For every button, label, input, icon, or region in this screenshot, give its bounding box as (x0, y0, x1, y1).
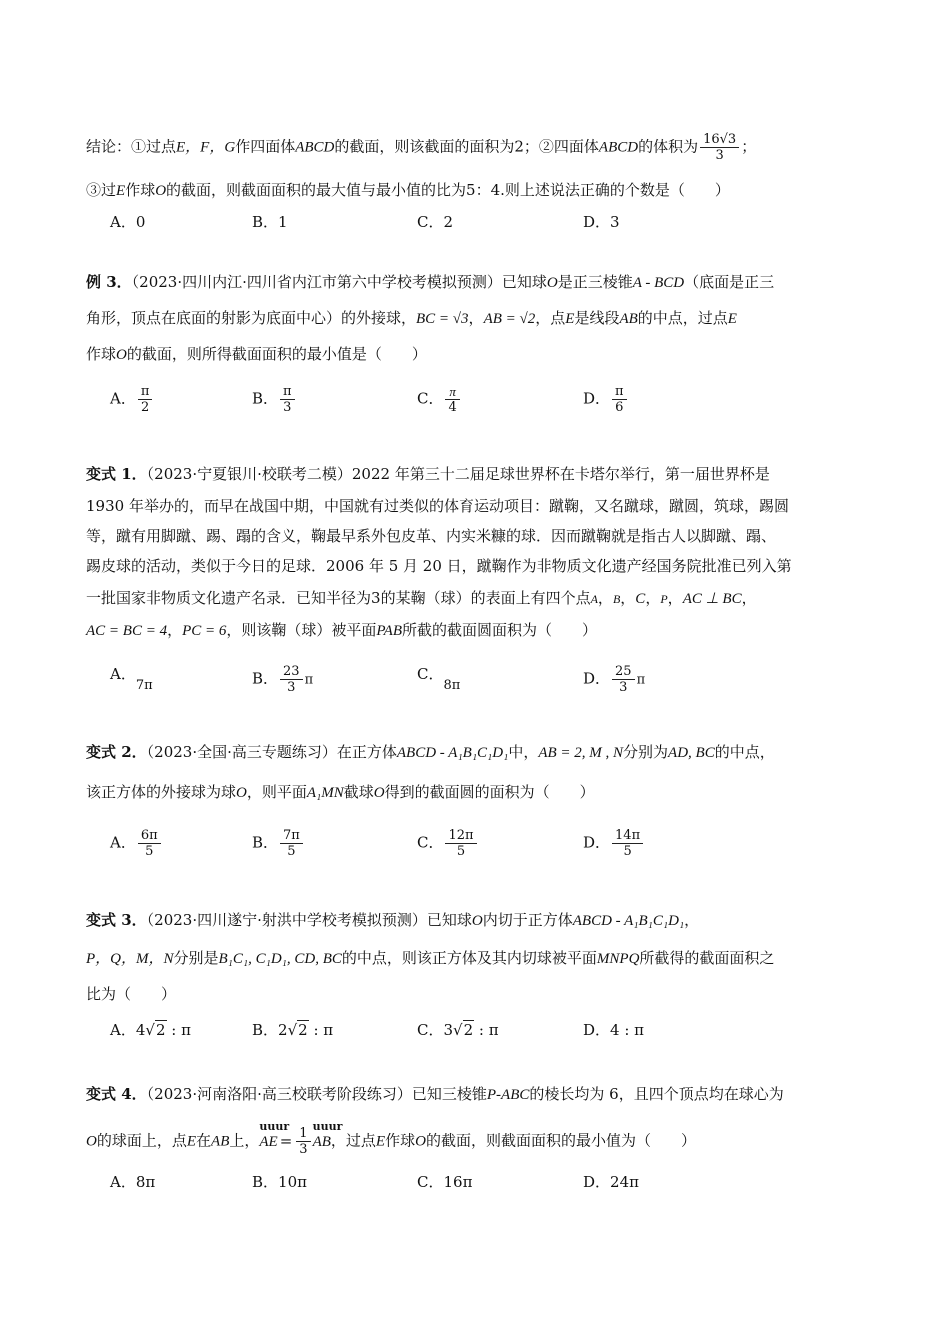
text: 的中点，则该正方体及其内切球被平面 (341, 949, 597, 967)
v3-line-1 (86, 910, 699, 931)
option-label: A． (110, 389, 136, 408)
option-d (583, 664, 645, 695)
math: A - BCD (632, 275, 685, 291)
text: 分别是 (173, 949, 219, 967)
v1-line-2: 1930 年举办的，而早在战国中期，中国就有过类似的体育运动项目：蹴鞠，又名蹴球，蹴圆，筑球，踢圆 (86, 497, 789, 515)
denominator: 6 (615, 400, 624, 415)
v3-line-2 (86, 948, 774, 969)
text: 是线段 (574, 309, 620, 327)
v1-line-5 (86, 588, 757, 609)
math: ABCD - A₁B₁C₁D₁ (572, 913, 685, 929)
v4-line-2 (86, 1119, 696, 1157)
text: 截球 (343, 783, 374, 801)
text: ③过 (86, 181, 117, 199)
text: 该正方体的外接球为球 (86, 783, 237, 801)
math: O (155, 183, 167, 199)
option-label: B． (252, 669, 279, 688)
denominator: 2 (140, 400, 150, 415)
text: ， (684, 911, 700, 929)
denominator: 3 (619, 680, 628, 695)
option-c: C．3√2 : π (417, 1021, 499, 1039)
text: 的某鞠（球）的表面上有四个点 (380, 589, 591, 607)
option-label: A． (110, 1021, 136, 1039)
radicand: 2 (463, 1021, 474, 1039)
option-label: D． (583, 1021, 611, 1039)
option-a: A．0 (110, 213, 146, 231)
text: 的截面，则所得截面面积的最小值是（ ） (126, 345, 427, 363)
question-label: 变式 4． (86, 1085, 147, 1103)
math: PC = 6 (182, 623, 227, 639)
question-label: 变式 2． (86, 743, 147, 761)
math: E (727, 311, 737, 327)
option-b (252, 384, 297, 415)
math: A₁MN (306, 785, 344, 801)
math: PAB (376, 623, 402, 639)
option-label: D． (583, 389, 611, 408)
option-label: C． (417, 389, 444, 408)
fraction (445, 828, 476, 859)
math: AB = 2, M , N (538, 745, 624, 761)
intro-line-1 (86, 132, 756, 163)
text: ，则平面 (246, 783, 307, 801)
text: （2023·全国·高三专题练习）在正方体 (146, 743, 397, 761)
fraction (280, 384, 295, 415)
vector-arrow-mark: uuur (259, 1119, 290, 1133)
option-d (583, 1020, 644, 1040)
text: 的截面，则截面面积的最小值为（ ） (425, 1131, 696, 1150)
numerator: π (612, 384, 627, 400)
denominator: 3 (283, 400, 292, 415)
text: ， (620, 589, 636, 607)
math: ABCD (598, 139, 639, 156)
numerator: 12π (445, 828, 476, 844)
text: （2023·河南洛阳·高三校联考阶段练习）已知三棱锥 (146, 1085, 487, 1103)
text: ， (741, 589, 757, 607)
option-label: B． (252, 1021, 279, 1039)
text: 上， (229, 1131, 260, 1150)
option-label: A． (110, 833, 136, 852)
ratio-tail: : π (474, 1021, 499, 1039)
option-b (252, 664, 313, 695)
option-value: 7π (135, 678, 153, 693)
denominator: 3 (715, 148, 724, 163)
math: E，F，G (176, 139, 236, 156)
option-value: 8π (443, 678, 461, 693)
option-label: D． (583, 833, 611, 852)
option-c (417, 828, 479, 859)
math: ABCD (295, 139, 335, 156)
option-b: B．1 (252, 213, 288, 231)
math: E (186, 1133, 197, 1150)
question-label: 变式 3． (86, 911, 147, 929)
math: E (375, 1133, 386, 1150)
math: AB (312, 1133, 331, 1150)
numerator: π (280, 384, 295, 400)
text: 角形，顶点在底面的射影为底面中心）的外接球， (86, 309, 417, 327)
math: AB (619, 311, 638, 327)
text: ， (645, 589, 661, 607)
v1-line-1 (86, 464, 770, 484)
ex3-line-1 (86, 272, 774, 293)
text: 的球面上，点 (96, 1131, 187, 1150)
math: AD, BC (668, 745, 715, 761)
option-b (252, 828, 305, 859)
math: AC = BC = 4 (86, 623, 168, 639)
option-label: A． (110, 665, 136, 683)
math: O (415, 1133, 426, 1150)
text: 中， (508, 743, 539, 761)
fraction (700, 132, 739, 163)
math: AB = √2 (483, 311, 536, 327)
math: MNPQ (596, 951, 640, 967)
math: O (373, 785, 385, 801)
text: ， (597, 589, 613, 607)
fraction (138, 828, 161, 859)
fraction (280, 828, 303, 859)
coefficient: 3 (443, 1021, 454, 1039)
math: O (546, 275, 558, 291)
text: 一批国家非物质文化遗产名录．已知半径为 (86, 589, 372, 607)
text: 在 (196, 1131, 212, 1150)
option-label: C． (417, 1021, 444, 1039)
option-c (417, 384, 462, 415)
option-c: C．16π (417, 1173, 473, 1191)
math: O (116, 347, 127, 363)
option-a: A．8π (110, 1173, 156, 1191)
ex3-line-2 (86, 308, 737, 329)
text: ， (667, 589, 683, 607)
math: P (660, 592, 668, 606)
question-label: 变式 1． (86, 465, 147, 483)
math: AB (211, 1133, 230, 1150)
numerator: 6π (138, 828, 161, 844)
denominator: 5 (287, 844, 296, 859)
math: C (635, 591, 646, 607)
math: O (86, 1133, 97, 1150)
text: 的中点， (714, 743, 775, 761)
option-a (110, 664, 153, 693)
denominator: 3 (299, 1142, 308, 1157)
numerator: π (445, 384, 459, 400)
v1-line-4: 踢皮球的活动，类似于今日的足球．2006 年 5 月 20 日，蹴鞠作为非物质文化遗产经国务院批准已列入第 (86, 557, 792, 575)
denominator: 5 (145, 844, 154, 859)
text: （2023·四川遂宁·射洪中学校考模拟预测）已知球 (146, 911, 472, 929)
text: 作球 (125, 181, 156, 199)
v4-line-1 (86, 1084, 784, 1105)
coefficient: 2 (278, 1021, 288, 1039)
text: 内切于正方体 (482, 911, 573, 929)
fraction (612, 664, 635, 695)
text: （2023·四川内江·四川省内江市第六中学校考模拟预测）已知球 (131, 273, 547, 291)
math: B₁C₁, C₁D₁, CD, BC (218, 951, 342, 967)
vector-ab (312, 1119, 343, 1152)
text: 分别为 (623, 743, 669, 761)
fraction (280, 664, 303, 695)
text: 的中点，过点 (637, 309, 728, 327)
text: （底面是正三 (684, 273, 775, 291)
radicand: 2 (298, 1021, 308, 1039)
text: ； (741, 137, 757, 156)
option-label: D． (583, 669, 611, 688)
denominator: 3 (287, 680, 296, 695)
option-value: 4 : π (610, 1021, 645, 1039)
ratio-tail: : π (308, 1021, 334, 1039)
numerator: 25 (612, 664, 635, 680)
option-d: D．24π (583, 1173, 639, 1191)
math: E (116, 183, 126, 199)
pi-symbol: π (636, 672, 646, 688)
v2-line-2 (86, 782, 595, 803)
numerator: 14π (612, 828, 643, 844)
option-c (417, 664, 461, 693)
option-d (583, 828, 645, 859)
option-c: C．2 (417, 213, 454, 231)
option-label: B． (252, 833, 279, 852)
math: O (236, 785, 247, 801)
numerator: 7π (280, 828, 303, 844)
text: 的截面，则该截面的面积为2；②四面体 (334, 137, 599, 156)
math: B (612, 592, 621, 606)
fraction (612, 384, 627, 415)
math: BC = √3 (416, 311, 469, 327)
fraction (445, 384, 459, 415)
text: = (279, 1131, 293, 1150)
option-label: C． (417, 665, 444, 683)
question-label: 例 3． (86, 273, 132, 291)
text: 作球 (86, 345, 117, 363)
denominator: 5 (623, 844, 632, 859)
math: A (590, 592, 598, 606)
ex3-line-3 (86, 344, 427, 365)
fraction (296, 1126, 310, 1157)
v1-line-3: 等，蹴有用脚蹴、踢、蹋的含义，鞠最早系外包皮革、内实米糠的球．因而蹴鞠就是指古人以脚蹴、蹋、 (86, 527, 777, 545)
text: ，点 (535, 309, 566, 327)
intro-line-2 (86, 180, 730, 201)
pi-symbol: π (304, 672, 314, 688)
ratio-tail: : π (166, 1021, 191, 1039)
option-a (110, 828, 163, 859)
fraction (612, 828, 643, 859)
numerator: π (138, 384, 153, 400)
v3-line-3: 比为（ ） (86, 985, 177, 1003)
numerator: 23 (280, 664, 303, 680)
math: E (565, 311, 575, 327)
text: 作球 (385, 1131, 416, 1150)
vector-arrow-mark: uuur (312, 1119, 343, 1133)
text: 作四面体 (235, 137, 296, 156)
text: 的棱长均为 6，且四个顶点均在球心为 (529, 1085, 784, 1103)
option-a (110, 384, 154, 415)
option-label: C． (417, 833, 444, 852)
denominator: 4 (448, 400, 457, 415)
option-a: A．4√2 : π (110, 1021, 191, 1039)
text: 的体积为 (638, 137, 699, 156)
vector-ae (259, 1119, 290, 1152)
text: （2023·宁夏银川·校联考二模）2022 年第三十二届足球世界杯在卡塔尔举行，第一届世界杯是 (146, 465, 770, 483)
v2-line-1 (86, 742, 775, 763)
text: ，则该鞠（球）被平面 (226, 621, 377, 639)
option-d: D．3 (583, 213, 620, 231)
coefficient: 4 (135, 1021, 146, 1039)
math: P，Q，M，N (86, 951, 174, 967)
denominator: 5 (456, 844, 466, 859)
option-b: B．2√2 : π (252, 1021, 334, 1039)
option-d (583, 384, 629, 415)
v1-line-6 (86, 620, 597, 641)
text: 的截面，则截面面积的最大值与最小值的比为5：4.则上述说法正确的个数是（ ） (166, 181, 730, 199)
option-b: B．10π (252, 1173, 307, 1191)
text: 所截的截面圆面积为（ ） (401, 621, 597, 639)
text: ，过点 (330, 1131, 376, 1150)
numerator: 16√3 (700, 132, 739, 148)
math: AC ⊥ BC (682, 591, 742, 607)
math: 3 (371, 589, 381, 607)
text: 得到的截面圆的面积为（ ） (384, 783, 595, 801)
radicand: 2 (155, 1021, 166, 1039)
math: O (471, 913, 483, 929)
numerator: 1 (296, 1126, 310, 1142)
text: ， (167, 621, 183, 639)
math: AE (259, 1133, 278, 1150)
text: ， (468, 309, 484, 327)
math: P-ABC (486, 1087, 530, 1103)
option-label: B． (252, 389, 279, 408)
text: 所截得的截面面积之 (639, 949, 775, 967)
text: 是正三棱锥 (557, 273, 633, 291)
fraction (138, 384, 153, 415)
text: 结论：①过点 (86, 137, 177, 156)
math: ABCD - A₁B₁C₁D₁ (396, 745, 509, 761)
